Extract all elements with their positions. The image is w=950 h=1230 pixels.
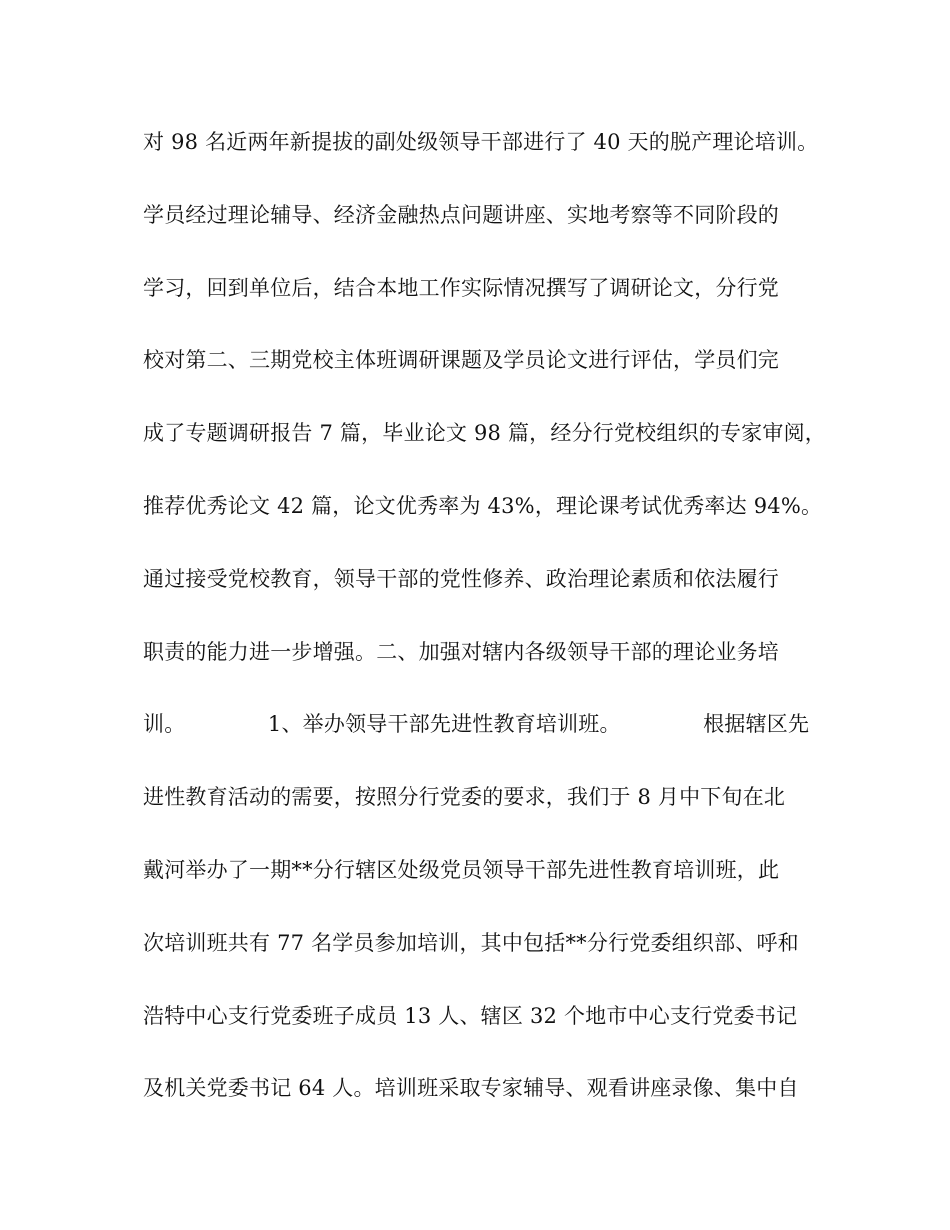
text-line: 训。 1、举办领导干部先进性教育培训班。 根据辖区先 <box>143 712 810 737</box>
text-line: 成了专题调研报告 7 篇，毕业论文 98 篇，经分行党校组织的专家审阅， <box>143 421 826 446</box>
text-line: 戴河举办了一期**分行辖区处级党员领导干部先进性教育培训班，此 <box>143 857 780 882</box>
text-line: 推荐优秀论文 42 篇，论文优秀率为 43%，理论课考试优秀率达 94%。 <box>143 493 823 518</box>
text-line: 及机关党委书记 64 人。培训班采取专家辅导、观看讲座录像、集中自 <box>143 1076 799 1101</box>
text-line: 通过接受党校教育，领导干部的党性修养、政治理论素质和依法履行 <box>143 566 779 591</box>
text-line: 学员经过理论辅导、经济金融热点问题讲座、实地考察等不同阶段的 <box>143 202 779 227</box>
text-line: 学习，回到单位后，结合本地工作实际情况撰写了调研论文，分行党 <box>143 275 779 300</box>
text-line: 对 98 名近两年新提拔的副处级领导干部进行了 40 天的脱产理论培训。 <box>143 130 819 154</box>
text-line: 职责的能力进一步增强。二、加强对辖内各级领导干部的理论业务培 <box>143 639 779 664</box>
body-text <box>143 120 826 1139</box>
text-line: 浩特中心支行党委班子成员 13 人、辖区 32 个地市中心支行党委书记 <box>143 1003 798 1028</box>
text-line: 次培训班共有 77 名学员参加培训，其中包括**分行党委组织部、呼和 <box>143 930 799 955</box>
text-line: 进性教育活动的需要，按照分行党委的要求，我们于 8 月中下旬在北 <box>143 785 786 810</box>
text-line: 校对第二、三期党校主体班调研课题及学员论文进行评估，学员们完 <box>143 348 779 373</box>
